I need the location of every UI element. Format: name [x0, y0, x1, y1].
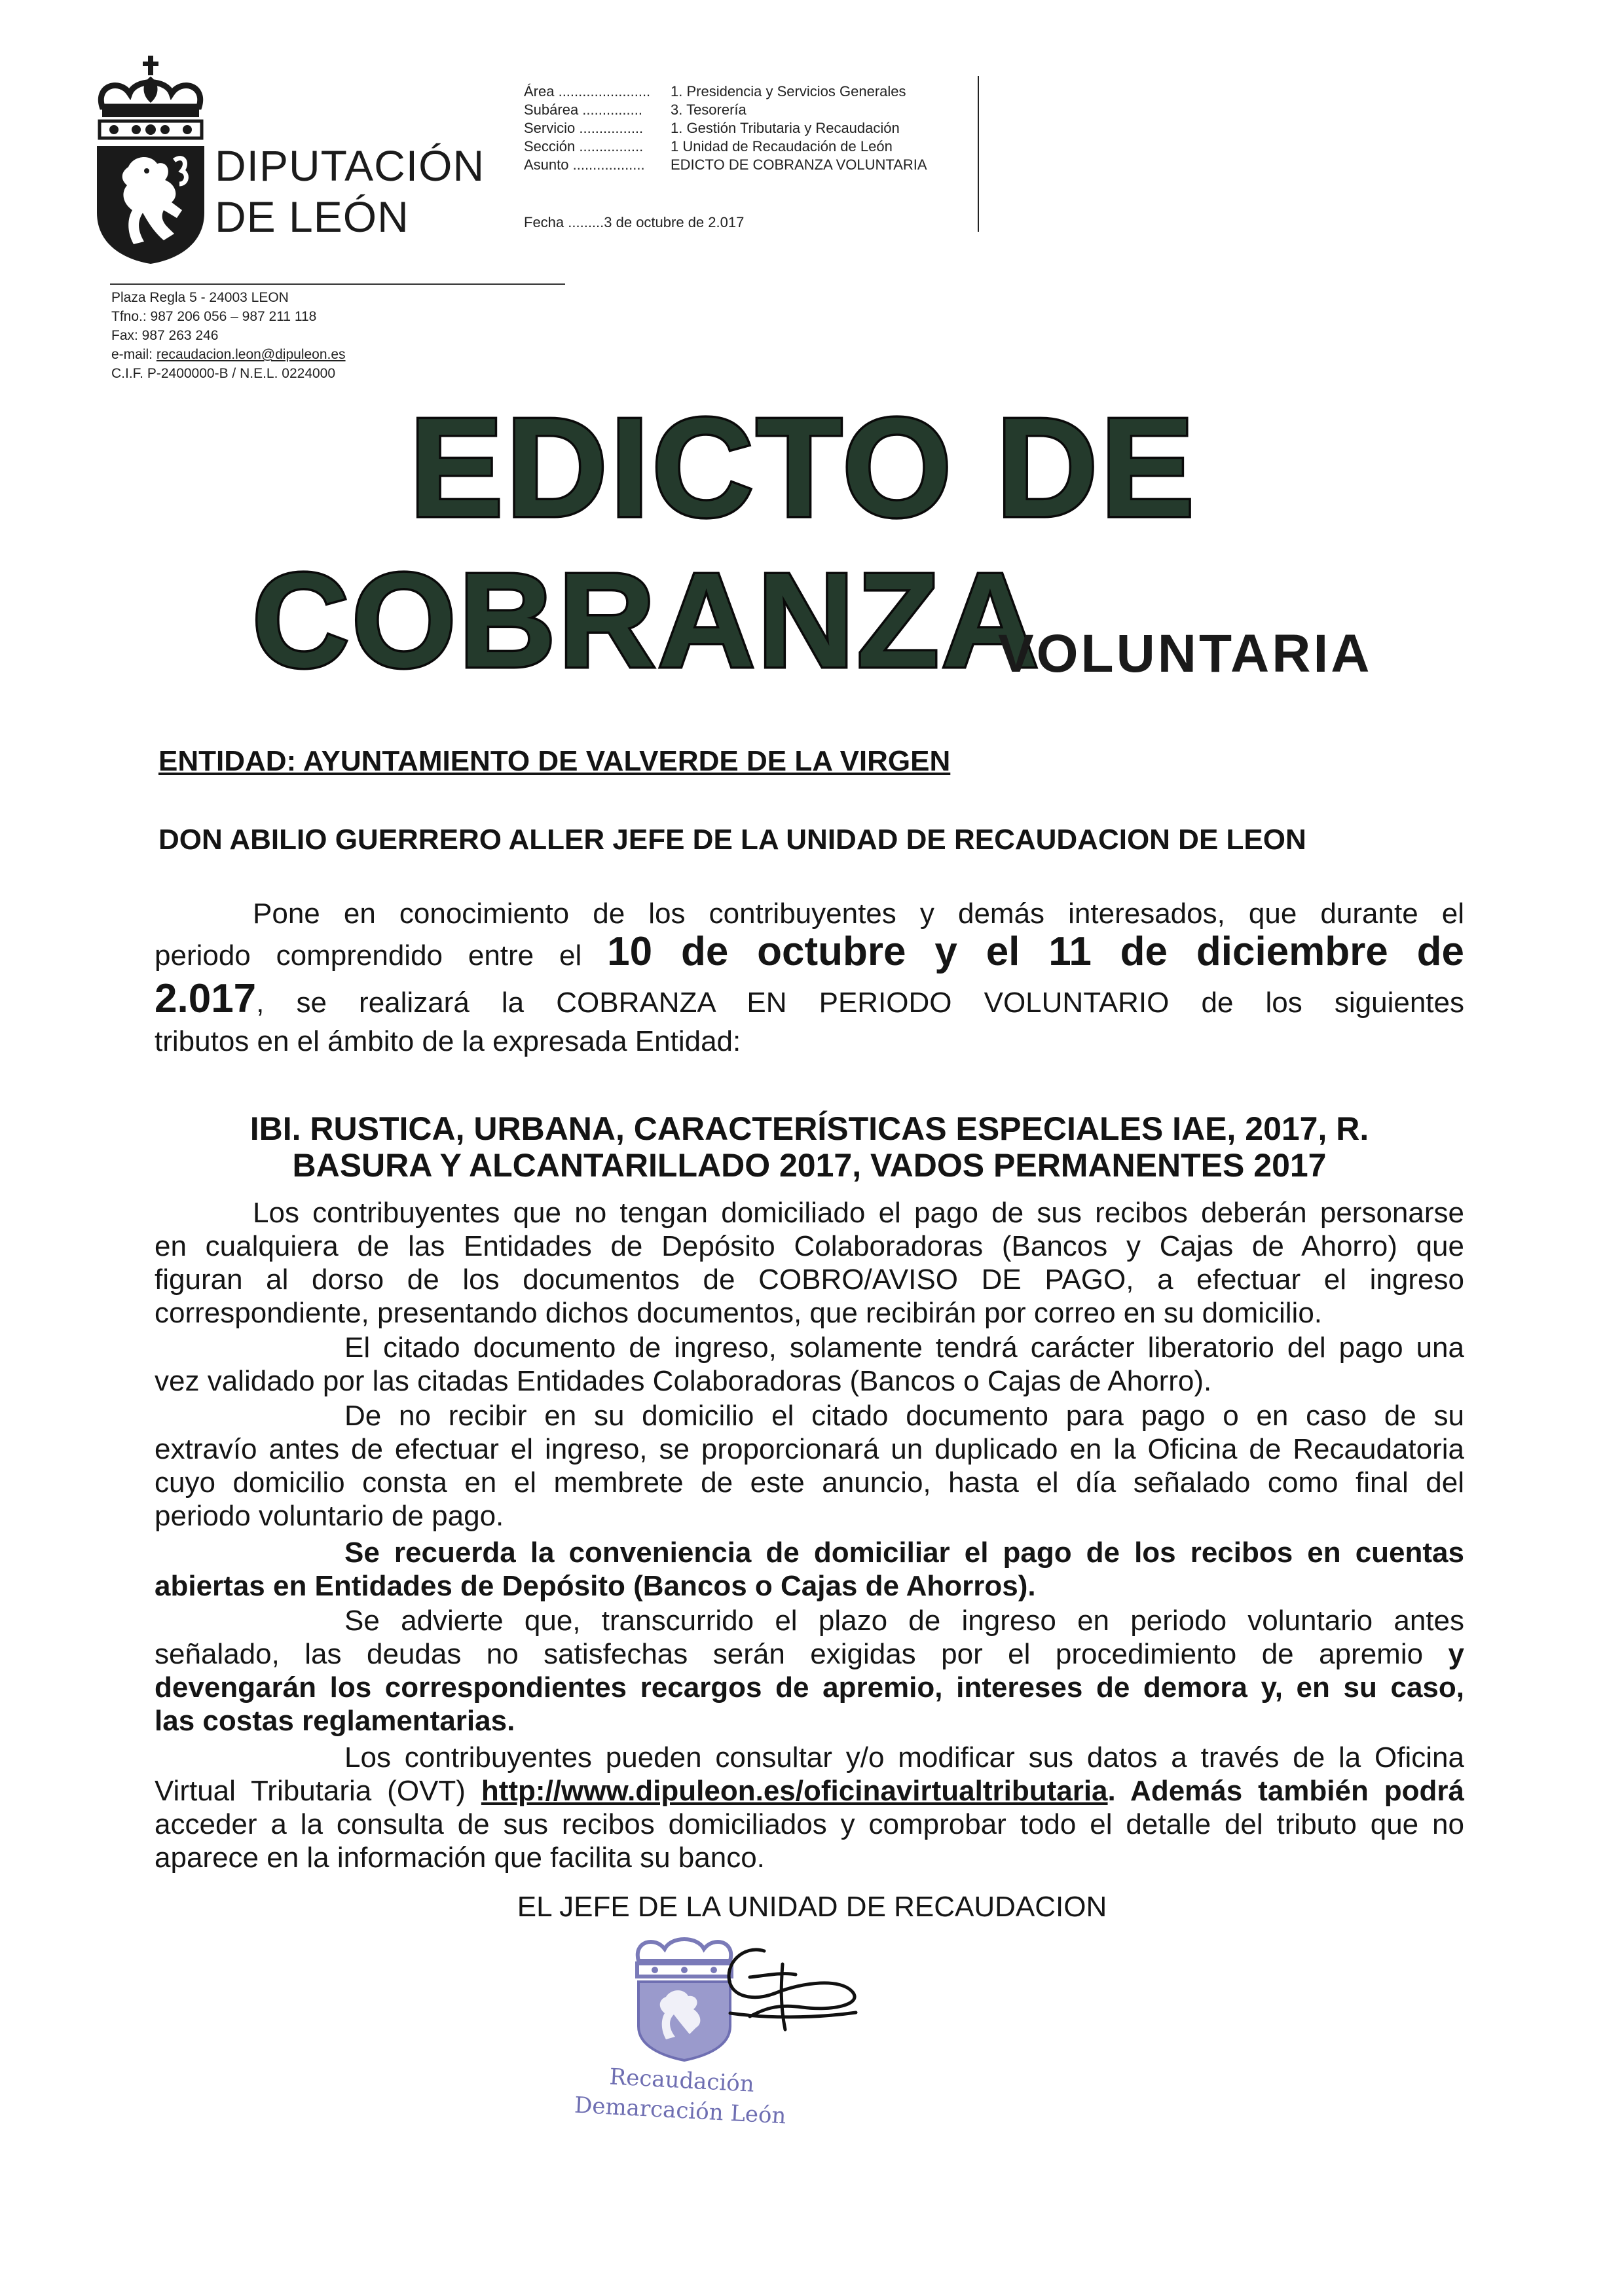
virtual-tax-office-link[interactable]: http://www.dipuleon.es/oficinavirtualtributaria — [481, 1775, 1108, 1807]
chief-heading: DON ABILIO GUERRERO ALLER JEFE DE LA UNIDAD DE RECAUDACION DE LEON — [158, 824, 1306, 856]
paragraph-line: tributos en el ámbito de la expresada Entidad: — [155, 1025, 741, 1057]
address-fax: Fax: 987 263 246 — [111, 328, 219, 343]
diputacion-coat-of-arms-logo — [90, 56, 212, 265]
metadata-value: 1. Presidencia y Servicios Generales — [671, 83, 906, 100]
virtual-office-paragraph — [155, 1741, 1464, 1874]
paragraph-line — [155, 977, 1464, 1025]
metadata-divider — [978, 76, 979, 232]
paragraph-line: acceder a la consulta de sus recibos domiciliados y comprobar todo el detalle del tributo que no — [155, 1808, 1464, 1840]
metadata-value: 3. Tesorería — [671, 101, 747, 118]
paragraph-line: Pone en conocimiento de los contribuyentes y demás interesados, que durante el — [253, 898, 1464, 930]
paragraph-text-bold: y — [1423, 1638, 1465, 1670]
metadata-row-subject — [524, 156, 927, 174]
paragraph-line: abiertas en Entidades de Depósito (Bancos o Cajas de Ahorros). — [155, 1570, 1036, 1602]
paragraph-line: Los contribuyentes que no tengan domiciliado el pago de sus recibos deberán personarse — [253, 1197, 1464, 1229]
address-street: Plaza Regla 5 - 24003 LEON — [111, 290, 289, 305]
metadata-key: Área ....................... — [524, 83, 651, 100]
paragraph-line — [155, 1637, 1464, 1671]
paragraph-line: periodo voluntario de pago. — [155, 1500, 504, 1532]
taxes-list — [155, 1110, 1464, 1184]
paragraph-line: aparece en la información que facilita su banco. — [155, 1842, 765, 1874]
taxes-line: BASURA Y ALCANTARILLADO 2017, VADOS PERMANENTES 2017 — [292, 1147, 1327, 1184]
metadata-row-subarea — [524, 101, 927, 119]
address-email-line — [111, 345, 346, 364]
paragraph-text: Virtual Tributaria (OVT) — [155, 1775, 481, 1807]
metadata-key: Sección ................ — [524, 138, 644, 155]
metadata-row-area — [524, 82, 927, 101]
paragraph-line: figuran al dorso de los documentos de COBRO/AVISO DE PAGO, a efectuar el ingreso — [155, 1264, 1464, 1296]
paragraph-line: extravío antes de efectuar el ingreso, se proporcionará un duplicado en la Oficina de Recaudatoria — [155, 1433, 1464, 1465]
paragraph-line: vez validado por las citadas Entidades Colaboradoras (Bancos o Cajas de Ahorro). — [155, 1365, 1212, 1397]
duplicate-paragraph — [155, 1399, 1464, 1533]
edict-title-line2: COBRANZA — [252, 545, 1041, 695]
contact-address-block — [111, 288, 346, 383]
email-link[interactable]: recaudacion.leon@dipuleon.es — [156, 347, 346, 362]
organization-name-line2: DE LEÓN — [215, 192, 409, 241]
paragraph-line: las costas reglamentarias. — [155, 1705, 515, 1737]
collection-period-dates: 10 de octubre y el 11 de diciembre de — [607, 929, 1464, 974]
paragraph-text: , se realizará la COBRANZA EN PERIODO VOLUNTARIO de los siguientes — [256, 987, 1464, 1019]
stamp-line: Recaudación — [608, 2064, 755, 2098]
organization-name-line1: DIPUTACIÓN — [215, 141, 485, 190]
paragraph-line: De no recibir en su domicilio el citado documento para pago o en caso de su — [344, 1400, 1464, 1432]
entity-heading: ENTIDAD: AYUNTAMIENTO DE VALVERDE DE LA VIRGEN — [158, 745, 951, 777]
paragraph-line: Se advierte que, transcurrido el plazo de ingreso en periodo voluntario antes — [344, 1605, 1464, 1637]
paragraph-line: Los contribuyentes pueden consultar y/o modificar sus datos a través de la Oficina — [344, 1741, 1464, 1774]
handwritten-signature — [704, 1938, 868, 2043]
paragraph-line: devengarán los correspondientes recargos de apremio, intereses de demora y, en su caso, — [155, 1671, 1464, 1704]
validation-paragraph — [155, 1331, 1464, 1398]
stamp-line: Demarcación León — [574, 2092, 787, 2130]
metadata-value: 1. Gestión Tributaria y Recaudación — [671, 120, 900, 136]
paragraph-line: Se recuerda la conveniencia de domiciliar el pago de los recibos en cuentas — [344, 1537, 1464, 1569]
paragraph-text: periodo comprendido entre el — [155, 939, 582, 972]
collection-year: 2.017 — [155, 976, 257, 1021]
enforcement-warning-paragraph — [155, 1604, 1464, 1738]
metadata-key: Subárea ............... — [524, 101, 642, 118]
signatory-title: EL JEFE DE LA UNIDAD DE RECAUDACION — [517, 1891, 1107, 1923]
taxes-line: IBI. RUSTICA, URBANA, CARACTERÍSTICAS ESPECIALES IAE, 2017, R. — [249, 1110, 1369, 1147]
direct-debit-reminder — [155, 1536, 1464, 1603]
metadata-key: Servicio ................ — [524, 120, 644, 136]
paragraph-text: señalado, las deudas no satisfechas serán exigidas por el procedimiento de apremio — [155, 1638, 1424, 1670]
email-label: e-mail: — [111, 347, 157, 362]
announcement-paragraph — [155, 897, 1464, 1058]
address-divider — [110, 283, 565, 285]
edict-title-suffix: VOLUNTARIA — [998, 624, 1373, 683]
stamp-inscription — [532, 2058, 830, 2133]
paragraph-text-bold: . Además también podrá — [1107, 1775, 1465, 1807]
address-cif: C.I.F. P-2400000-B / N.E.L. 0224000 — [111, 366, 336, 381]
paragraph-line — [155, 930, 1464, 977]
address-phone: Tfno.: 987 206 056 – 987 211 118 — [111, 309, 317, 324]
metadata-value: 1 Unidad de Recaudación de León — [671, 138, 893, 155]
paragraph-line: cuyo domicilio consta en el membrete de este anuncio, hasta el día señalado como final del — [155, 1467, 1464, 1499]
document-date: Fecha .........3 de octubre de 2.017 — [524, 214, 745, 230]
metadata-row-section — [524, 137, 927, 156]
metadata-value: EDICTO DE COBRANZA VOLUNTARIA — [671, 156, 927, 173]
edict-title-line1: EDICTO DE — [409, 388, 1197, 546]
payment-instructions-paragraph — [155, 1196, 1464, 1330]
paragraph-line: correspondiente, presentando dichos documentos, que recibirán por correo en su domicilio. — [155, 1297, 1323, 1329]
metadata-row-service — [524, 119, 927, 137]
paragraph-line: El citado documento de ingreso, solamente tendrá carácter liberatorio del pago una — [344, 1332, 1464, 1364]
document-metadata-block — [524, 82, 927, 174]
metadata-key: Asunto .................. — [524, 156, 645, 173]
paragraph-line — [155, 1774, 1464, 1808]
paragraph-line: en cualquiera de las Entidades de Depósito Colaboradoras (Bancos y Cajas de Ahorro) que — [155, 1230, 1464, 1262]
